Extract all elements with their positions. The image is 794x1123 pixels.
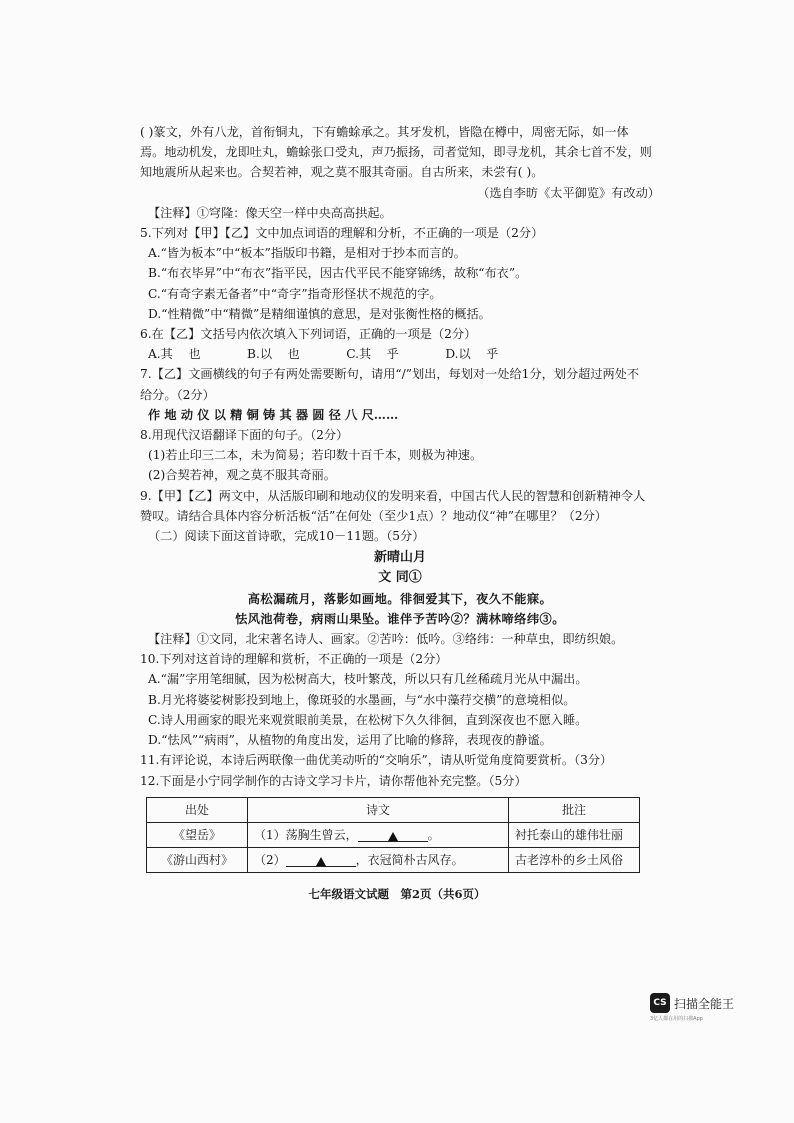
- question-stem-cont: 给分。（2分）: [140, 387, 215, 402]
- cell-source: 《望岳》: [147, 822, 248, 847]
- passage-note: 【注释】①穹隆：像天空一样中央高高拱起。: [148, 205, 392, 220]
- poem-text-pre: （2）: [254, 852, 286, 867]
- passage-line: 知地震所从起来也。合契若神，观之莫不服其奇丽。自古所来，未尝有( )。: [140, 165, 544, 180]
- question-stem: 6.在【乙】文括号内依次填入下列词语，正确的一项是（2分）: [140, 327, 477, 342]
- watermark-name: 扫描全能王: [674, 996, 735, 1011]
- question-stem: 5.下列对【甲】【乙】文中加点词语的理解和分析，不正确的一项是（2分）: [140, 226, 544, 241]
- answer-blank[interactable]: [286, 852, 356, 867]
- sentence-1: (1)若止印三二本，未为简易；若印数十百千本，则极为神速。: [148, 448, 483, 463]
- question-6: [140, 324, 660, 364]
- cell-poem: [248, 847, 509, 872]
- camscanner-logo-icon: CS: [650, 993, 670, 1013]
- header-poem: 诗文: [248, 797, 509, 822]
- question-stem-cont: 赞叹。请结合具体内容分析活板“活”在何处（至少1点）？地动仪“神”在哪里？（2分）: [140, 508, 607, 523]
- question-stem: 10.下列对这首诗的理解和赏析，不正确的一项是（2分）: [140, 652, 448, 667]
- poem-text-pre: （1）荡胸生曾云，: [254, 827, 358, 842]
- poem-title: 新晴山月: [373, 550, 426, 566]
- scanner-watermark: [650, 993, 760, 1022]
- poem-author: 文 同①: [378, 570, 422, 586]
- question-stem: 8.用现代汉语翻译下面的句子。（2分）: [140, 428, 349, 443]
- question-stem: 9.【甲】【乙】两文中，从活版印刷和地动仪的发明来看，中国古代人民的智慧和创新精神令人: [140, 488, 646, 503]
- sentence-2: (2)合契若神，观之莫不服其奇丽。: [148, 468, 336, 483]
- cell-note: 古老淳朴的乡土风俗: [509, 847, 640, 872]
- passage: [140, 122, 660, 223]
- question-5: [140, 223, 660, 324]
- question-7: [140, 364, 660, 425]
- triangle-icon: [388, 832, 398, 841]
- question-9: [140, 486, 660, 526]
- option-b: B.月光将婆娑树影投到地上，像斑驳的水墨画，与“水中藻荇交横”的意境相似。: [148, 692, 576, 707]
- option-d: D.“怯风”“病雨”，从植物的角度出发，运用了比喻的修辞，表现夜的静谧。: [148, 733, 552, 748]
- header-source: 出处: [147, 797, 248, 822]
- table-row: [147, 822, 640, 847]
- poem-line: 高松漏疏月，落影如画地。徘徊爱其下，夜久不能寐。: [247, 591, 553, 606]
- question-8: [140, 425, 660, 486]
- option-a: A.“漏”字用笔细腻，因为松树高大，枝叶繁茂，所以只有几丝稀疏月光从中漏出。: [148, 672, 588, 687]
- poem-text-post: 。: [427, 827, 440, 842]
- question-12: 12.下面是小宁同学制作的古诗文学习卡片，请你帮他补充完整。（5分）: [140, 773, 527, 788]
- passage-line: 焉。地动机发，龙即吐丸，蟾蜍张口受丸，声乃振扬，司者觉知，即寻龙机，其余七首不发，则: [140, 145, 652, 160]
- table-header-row: [147, 797, 640, 822]
- option-a: A.“皆为板本”中“板本”指版印书籍，是相对于抄本而言的。: [148, 246, 466, 261]
- options: A.其 也 B.以 也 C.其 乎 D.以 乎: [148, 347, 499, 362]
- page-footer: 七年级语文试题 第2页（共6页）: [308, 887, 486, 901]
- cell-poem: [248, 822, 509, 847]
- question-11: 11.有评论说，本诗后两联像一曲优美动听的“交响乐”，请从听觉角度简要赏析。（3分）: [140, 753, 613, 768]
- poem-line: 怯风池荷卷，病雨山果坠。谁伴予苦吟②？满林啼络纬③。: [235, 611, 565, 626]
- poem-note: 【注释】①文同，北宋著名诗人、画家。②苦吟：低吟。③络纬：一种草虫，即纺织娘。: [148, 632, 624, 647]
- option-d: D.“性精微”中“精微”是精细谨慎的意思，是对张衡性格的概括。: [148, 306, 491, 321]
- page-content: [140, 122, 660, 873]
- option-c: C.诗人用画家的眼光来观赏眼前美景，在松树下久久徘徊，直到深夜也不愿入睡。: [148, 712, 588, 727]
- cell-source: 《游山西村》: [147, 847, 248, 872]
- triangle-icon: [316, 857, 326, 866]
- passage-line: ( )篆文，外有八龙，首衔铜丸，下有蟾蜍承之。其牙发机，皆隐在樽中，周密无际，如一体: [140, 125, 629, 139]
- question-10: [140, 649, 660, 750]
- table-row: [147, 847, 640, 872]
- poem-text-post: ，衣冠简朴古风存。: [355, 852, 464, 867]
- passage-source: （选自李昉《太平御览》有改动）: [477, 185, 660, 200]
- answer-blank[interactable]: [358, 827, 428, 842]
- cell-note: 衬托泰山的雄伟壮丽: [509, 822, 640, 847]
- section-heading: （二）阅读下面这首诗歌，完成10－11题。（5分）: [148, 529, 425, 544]
- poem: [140, 548, 660, 649]
- watermark-subtitle: 3亿人都在用的扫描App: [650, 1016, 703, 1022]
- option-c: C.“有奇字素无备者”中“奇字”指奇形怪状不规范的字。: [148, 286, 442, 301]
- sentence-to-mark: 作 地 动 仪 以 精 铜 铸 其 器 圆 径 八 尺……: [148, 407, 399, 422]
- header-note: 批注: [509, 797, 640, 822]
- question-stem: 7.【乙】文画横线的句子有两处需要断句，请用“/”划出，每划对一处给1分，划分超过两处不: [140, 367, 640, 382]
- study-card-table: [146, 797, 640, 873]
- watermark-row: [650, 993, 760, 1013]
- option-b: B.“布衣毕昇”中“布衣”指平民，因古代平民不能穿锦绣，故称“布衣”。: [148, 266, 528, 281]
